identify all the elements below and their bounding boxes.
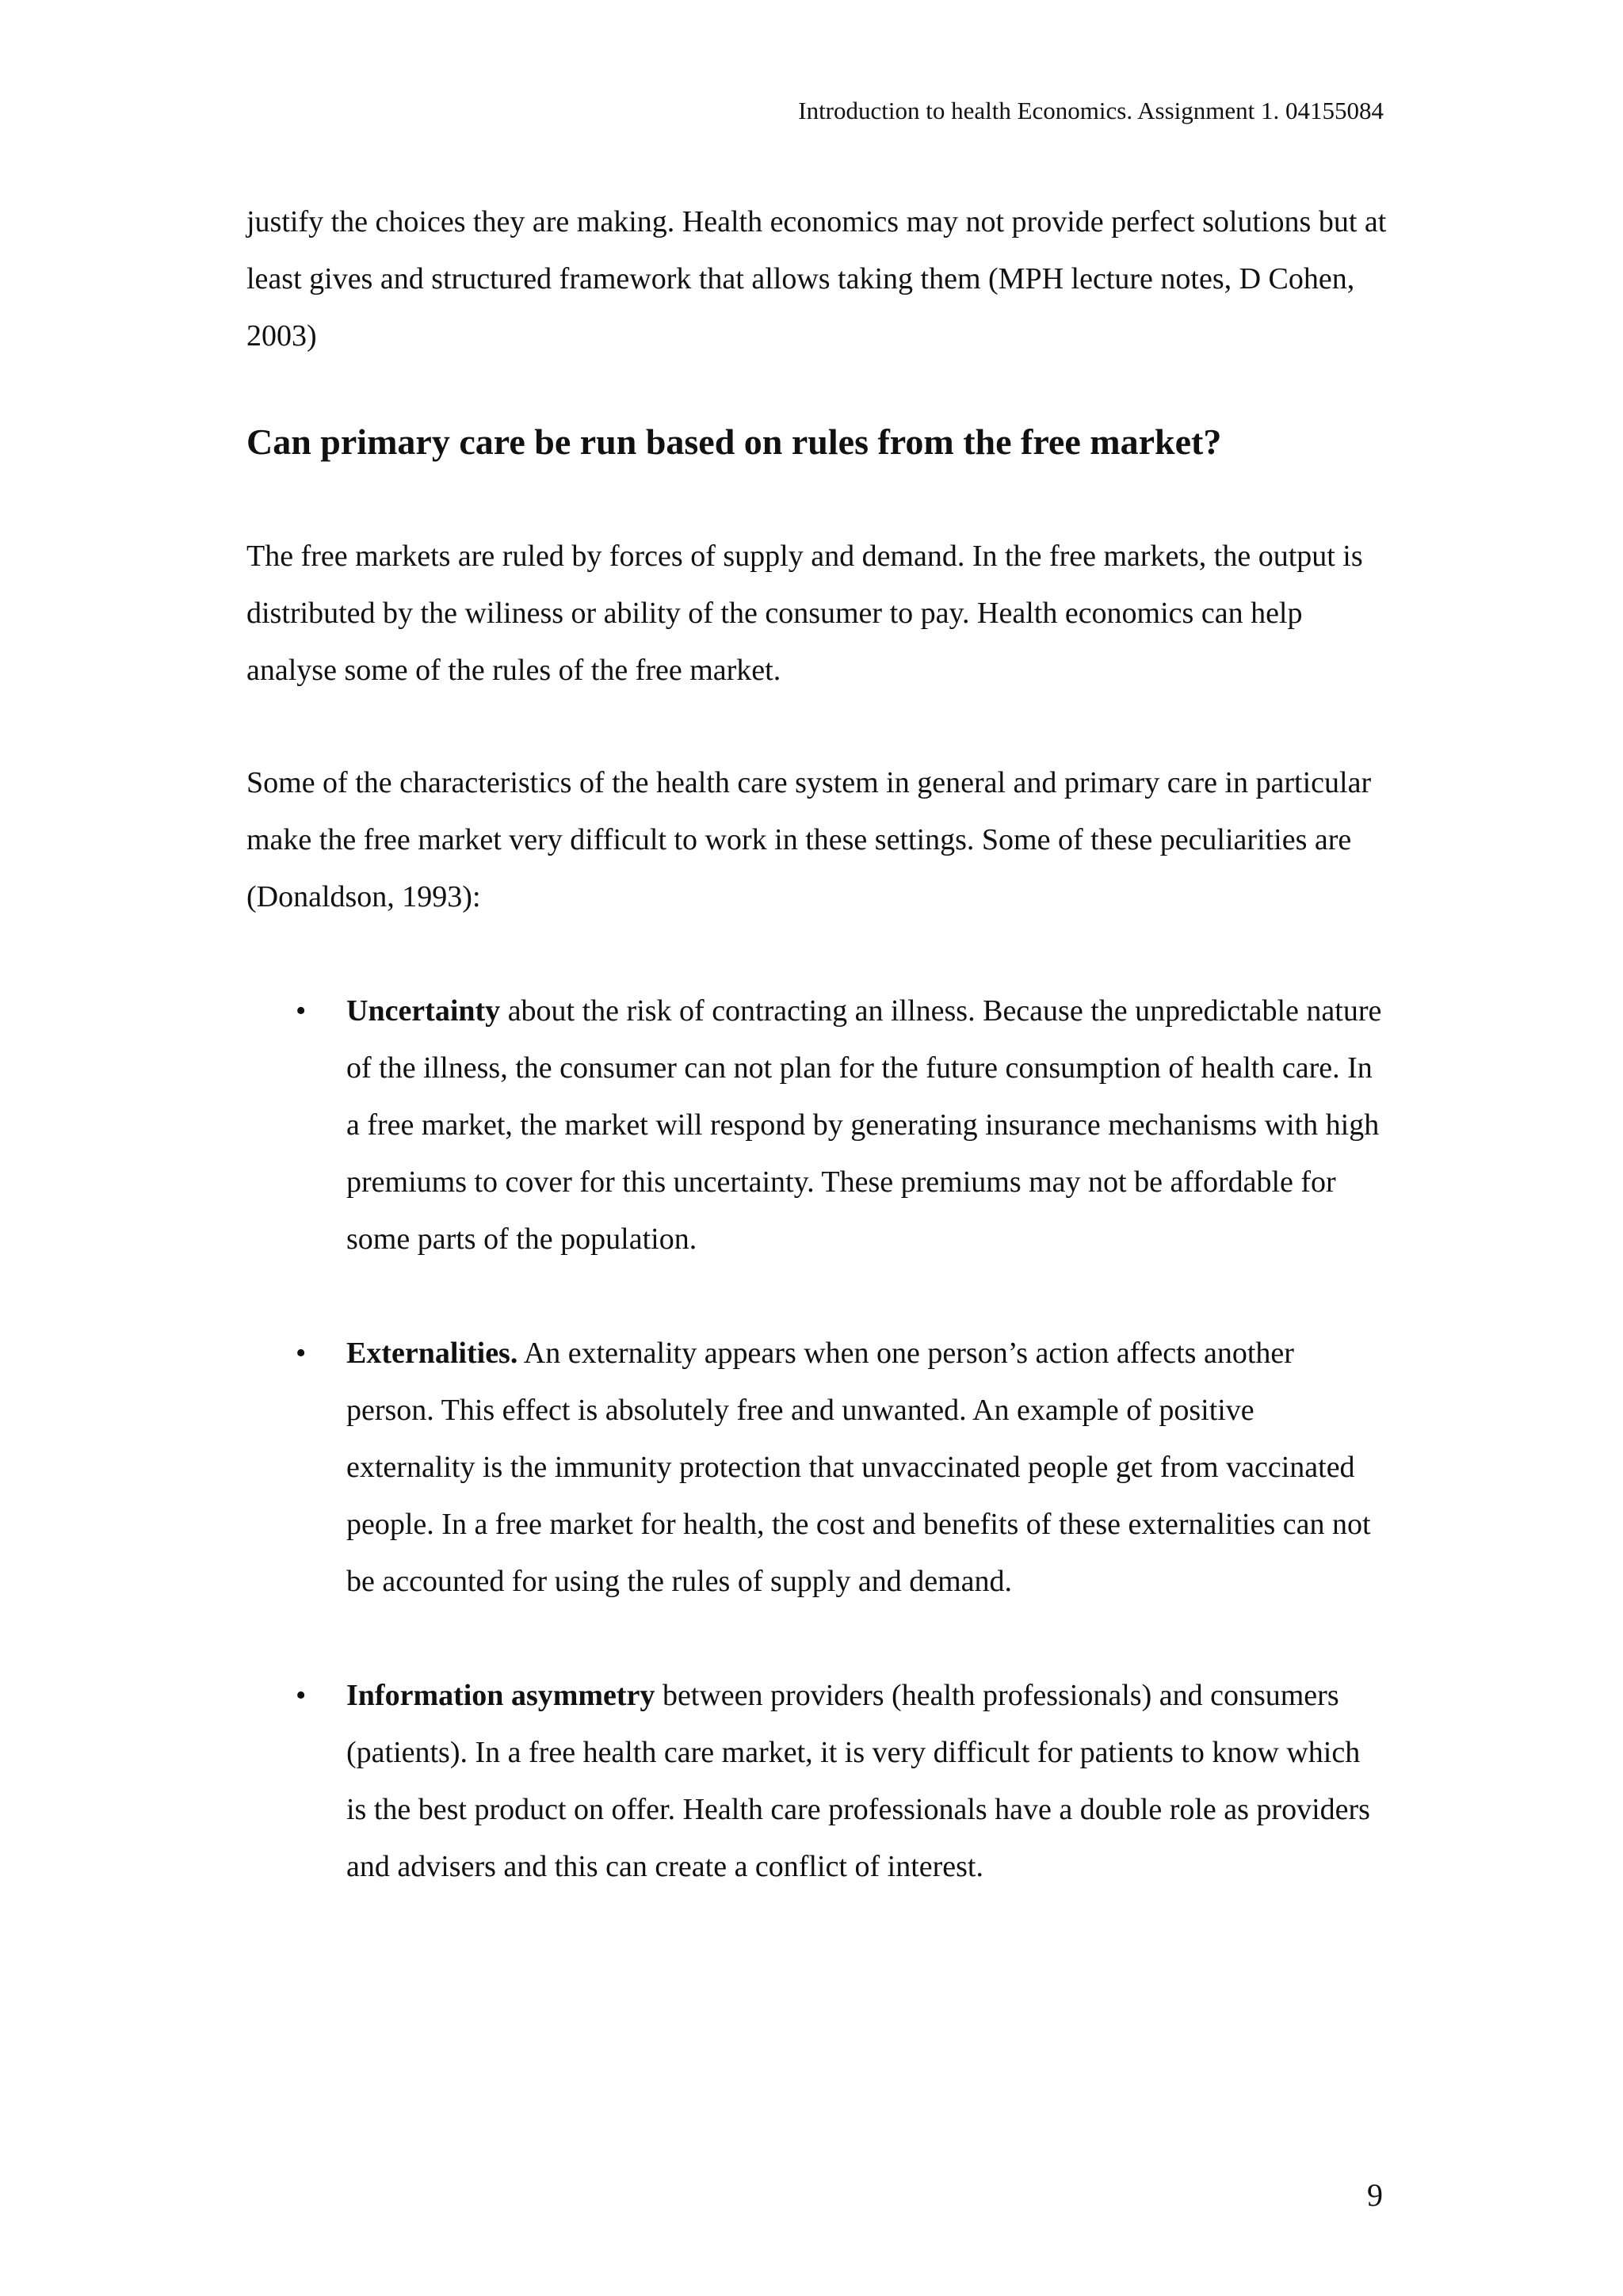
list-item-information-asymmetry — [246, 1667, 1388, 1895]
section-heading: Can primary care be run based on rules from the free market? — [246, 421, 1222, 462]
running-header: Introduction to health Economics. Assignment 1. 04155084 — [798, 97, 1384, 124]
bullet-dot-icon: • — [296, 994, 307, 1028]
paragraph-characteristics: Some of the characteristics of the health care system in general and primary care in particular make the free market very difficult to work in these settings. Some of these peculiarities are (Donaldson, 1993): — [246, 766, 1372, 913]
bullet-dot-icon: • — [296, 1679, 307, 1712]
bullet-text: between providers (health professionals) and consumers (patients). In a free health care market, it is very difficult for patients to know which is the best product on offer. Health care professionals have a double role as providers and advisers and this can create a conflict of interest. — [346, 1679, 1370, 1883]
list-item-uncertainty — [246, 982, 1388, 1268]
bullet-text: about the risk of contracting an illness. Because the unpredictable nature of the illness, the consumer can not plan for the future consumption of health care. In a free market, the market will respond by generating insurance mechanisms with high premiums to cover for this uncertainty. These premiums may not be affordable for some parts of the population. — [346, 994, 1382, 1256]
document-body — [246, 193, 1388, 1952]
intro-paragraph: justify the choices they are making. Health economics may not provide perfect solutions but at least gives and structured framework that allows taking them (MPH lecture notes, D Cohen, 2003) — [246, 205, 1387, 353]
page-number: 9 — [1367, 2177, 1383, 2213]
list-item-externalities — [246, 1325, 1388, 1610]
peculiarities-list — [246, 982, 1388, 1895]
bullet-term: Uncertainty — [346, 994, 501, 1028]
bullet-text: An externality appears when one person’s action affects another person. This effect is absolutely free and unwanted. An example of positive externality is the immunity protection that unvaccinated people get from vaccinated people. In a free market for health, the cost and benefits of these externalities can not be accounted for using the rules of supply and demand. — [346, 1337, 1371, 1598]
bullet-term: Information asymmetry — [346, 1679, 655, 1712]
bullet-dot-icon: • — [296, 1337, 307, 1370]
bullet-term: Externalities. — [346, 1337, 518, 1370]
paragraph-free-markets: The free markets are ruled by forces of supply and demand. In the free markets, the output is distributed by the wiliness or ability of the consumer to pay. Health economics can help analyse some of the rules of the free market. — [246, 540, 1363, 687]
